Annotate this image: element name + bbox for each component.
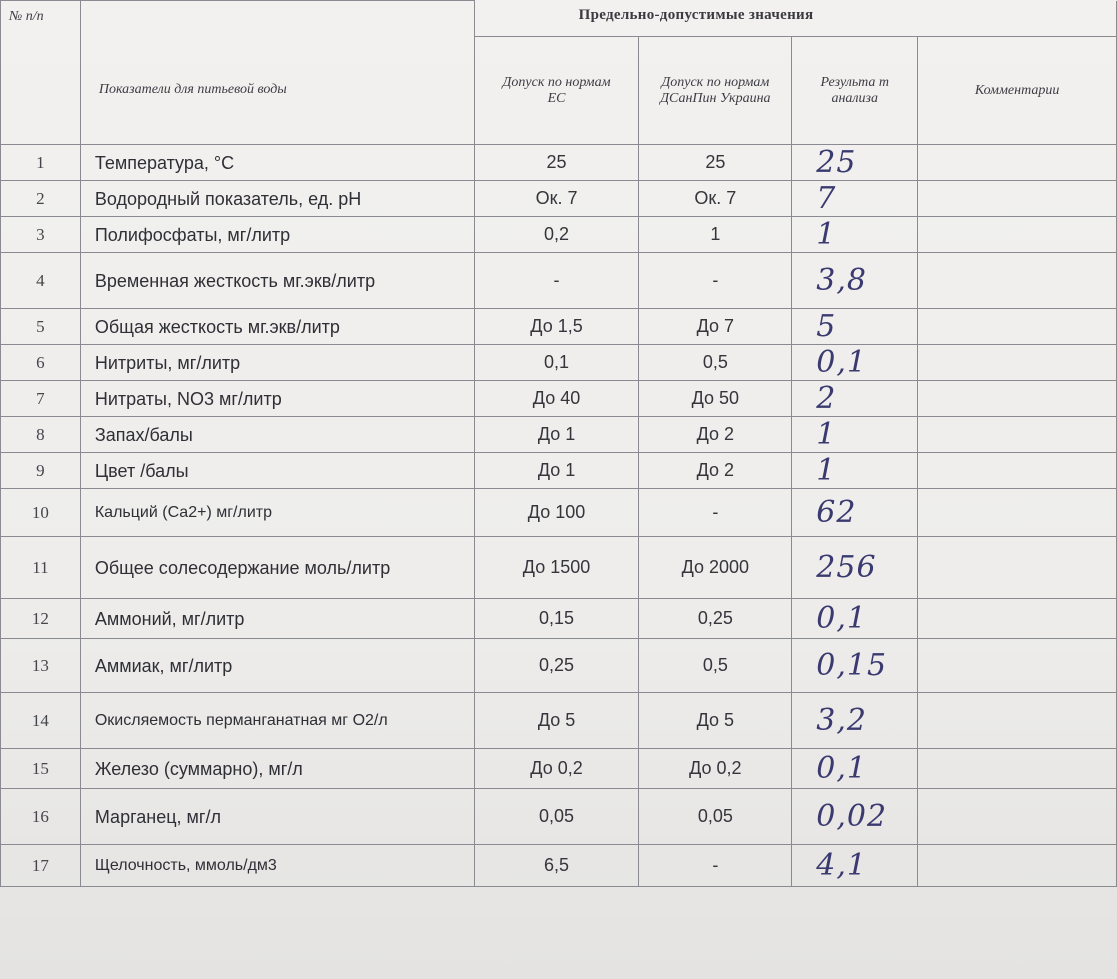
analysis-result: 5 xyxy=(792,309,918,345)
eu-limit: До 100 xyxy=(474,489,639,537)
indicator-name: Полифосфаты, мг/литр xyxy=(80,217,474,253)
table-row xyxy=(1,417,1117,453)
row-number: 7 xyxy=(1,381,81,417)
ua-limit: До 5 xyxy=(639,693,792,749)
comment-cell xyxy=(918,639,1117,693)
table-row xyxy=(1,145,1117,181)
indicator-name: Общее солесодержание моль/литр xyxy=(80,537,474,599)
row-number: 4 xyxy=(1,253,81,309)
ua-limit: 0,25 xyxy=(639,599,792,639)
header-comment: Комментарии xyxy=(918,37,1117,145)
comment-cell xyxy=(918,145,1117,181)
analysis-result: 1 xyxy=(792,217,918,253)
comment-cell xyxy=(918,381,1117,417)
eu-limit: 25 xyxy=(474,145,639,181)
eu-limit: 0,15 xyxy=(474,599,639,639)
row-number: 10 xyxy=(1,489,81,537)
ua-limit: До 0,2 xyxy=(639,749,792,789)
table-row xyxy=(1,599,1117,639)
ua-limit: - xyxy=(639,253,792,309)
analysis-result: 62 xyxy=(792,489,918,537)
table-row xyxy=(1,381,1117,417)
indicator-name: Окисляемость перманганатная мг О2/л xyxy=(80,693,474,749)
indicator-name: Нитраты, NO3 мг/литр xyxy=(80,381,474,417)
comment-cell xyxy=(918,599,1117,639)
indicator-name: Температура, °С xyxy=(80,145,474,181)
row-number: 15 xyxy=(1,749,81,789)
ua-limit: 0,5 xyxy=(639,639,792,693)
eu-limit: До 0,2 xyxy=(474,749,639,789)
indicator-name: Водородный показатель, ед. рН xyxy=(80,181,474,217)
header-indicator: Показатели для питьевой воды xyxy=(80,1,474,145)
ua-limit: До 2 xyxy=(639,417,792,453)
row-number: 6 xyxy=(1,345,81,381)
comment-cell xyxy=(918,181,1117,217)
table-row xyxy=(1,217,1117,253)
eu-limit: 0,2 xyxy=(474,217,639,253)
table-row xyxy=(1,489,1117,537)
table-row xyxy=(1,309,1117,345)
eu-limit: До 1 xyxy=(474,417,639,453)
analysis-result: 1 xyxy=(792,453,918,489)
ua-limit: - xyxy=(639,845,792,887)
comment-cell xyxy=(918,217,1117,253)
header-num: № п/п xyxy=(1,1,81,145)
table-row xyxy=(1,789,1117,845)
row-number: 2 xyxy=(1,181,81,217)
ua-limit: До 2000 xyxy=(639,537,792,599)
comment-cell xyxy=(918,345,1117,381)
analysis-result: 2 xyxy=(792,381,918,417)
ua-limit: 25 xyxy=(639,145,792,181)
analysis-result: 0,1 xyxy=(792,599,918,639)
analysis-result: 4,1 xyxy=(792,845,918,887)
table-row xyxy=(1,749,1117,789)
indicator-name: Марганец, мг/л xyxy=(80,789,474,845)
table-row xyxy=(1,639,1117,693)
eu-limit: - xyxy=(474,253,639,309)
analysis-result: 0,1 xyxy=(792,345,918,381)
comment-cell xyxy=(918,417,1117,453)
comment-cell xyxy=(918,845,1117,887)
header-eu: Допуск по нормам ЕС xyxy=(474,37,639,145)
row-number: 14 xyxy=(1,693,81,749)
eu-limit: 0,25 xyxy=(474,639,639,693)
analysis-result: 3,8 xyxy=(792,253,918,309)
row-number: 9 xyxy=(1,453,81,489)
table-row xyxy=(1,453,1117,489)
comment-cell xyxy=(918,253,1117,309)
table-row xyxy=(1,345,1117,381)
analysis-result: 0,15 xyxy=(792,639,918,693)
indicator-name: Железо (суммарно), мг/л xyxy=(80,749,474,789)
indicator-name: Цвет /балы xyxy=(80,453,474,489)
indicator-name: Аммиак, мг/литр xyxy=(80,639,474,693)
eu-limit: 6,5 xyxy=(474,845,639,887)
ua-limit: 1 xyxy=(639,217,792,253)
comment-cell xyxy=(918,537,1117,599)
eu-limit: Ок. 7 xyxy=(474,181,639,217)
analysis-result: 0,1 xyxy=(792,749,918,789)
table-row xyxy=(1,253,1117,309)
row-number: 13 xyxy=(1,639,81,693)
table-row xyxy=(1,537,1117,599)
comment-cell xyxy=(918,489,1117,537)
row-number: 5 xyxy=(1,309,81,345)
ua-limit: До 50 xyxy=(639,381,792,417)
indicator-name: Временная жесткость мг.экв/литр xyxy=(80,253,474,309)
analysis-result: 1 xyxy=(792,417,918,453)
row-number: 16 xyxy=(1,789,81,845)
eu-limit: До 5 xyxy=(474,693,639,749)
header-title-row xyxy=(1,1,1117,37)
ua-limit: До 7 xyxy=(639,309,792,345)
eu-limit: 0,05 xyxy=(474,789,639,845)
row-number: 11 xyxy=(1,537,81,599)
row-number: 17 xyxy=(1,845,81,887)
analysis-result: 256 xyxy=(792,537,918,599)
row-number: 3 xyxy=(1,217,81,253)
analysis-result: 3,2 xyxy=(792,693,918,749)
eu-limit: До 1 xyxy=(474,453,639,489)
table-row xyxy=(1,181,1117,217)
indicator-name: Запах/балы xyxy=(80,417,474,453)
eu-limit: До 40 xyxy=(474,381,639,417)
indicator-name: Аммоний, мг/литр xyxy=(80,599,474,639)
ua-limit: - xyxy=(639,489,792,537)
comment-cell xyxy=(918,693,1117,749)
analysis-result: 25 xyxy=(792,145,918,181)
indicator-name: Кальций (Са2+) мг/литр xyxy=(80,489,474,537)
eu-limit: 0,1 xyxy=(474,345,639,381)
eu-limit: До 1500 xyxy=(474,537,639,599)
ua-limit: Ок. 7 xyxy=(639,181,792,217)
indicator-name: Общая жесткость мг.экв/литр xyxy=(80,309,474,345)
ua-limit: До 2 xyxy=(639,453,792,489)
analysis-result: 7 xyxy=(792,181,918,217)
comment-cell xyxy=(918,453,1117,489)
indicator-name: Щелочность, ммоль/дм3 xyxy=(80,845,474,887)
comment-cell xyxy=(918,789,1117,845)
ua-limit: 0,05 xyxy=(639,789,792,845)
header-limits-group xyxy=(474,1,1116,37)
header-result: Результа т анализа xyxy=(792,37,918,145)
table-title: Предельно-допустимые значения xyxy=(578,7,814,23)
header-ua: Допуск по нормам ДСанПин Украина xyxy=(639,37,792,145)
eu-limit: До 1,5 xyxy=(474,309,639,345)
comment-cell xyxy=(918,309,1117,345)
row-number: 8 xyxy=(1,417,81,453)
analysis-result: 0,02 xyxy=(792,789,918,845)
indicator-name: Нитриты, мг/литр xyxy=(80,345,474,381)
ua-limit: 0,5 xyxy=(639,345,792,381)
table-row xyxy=(1,693,1117,749)
comment-cell xyxy=(918,749,1117,789)
table-row xyxy=(1,845,1117,887)
row-number: 12 xyxy=(1,599,81,639)
row-number: 1 xyxy=(1,145,81,181)
